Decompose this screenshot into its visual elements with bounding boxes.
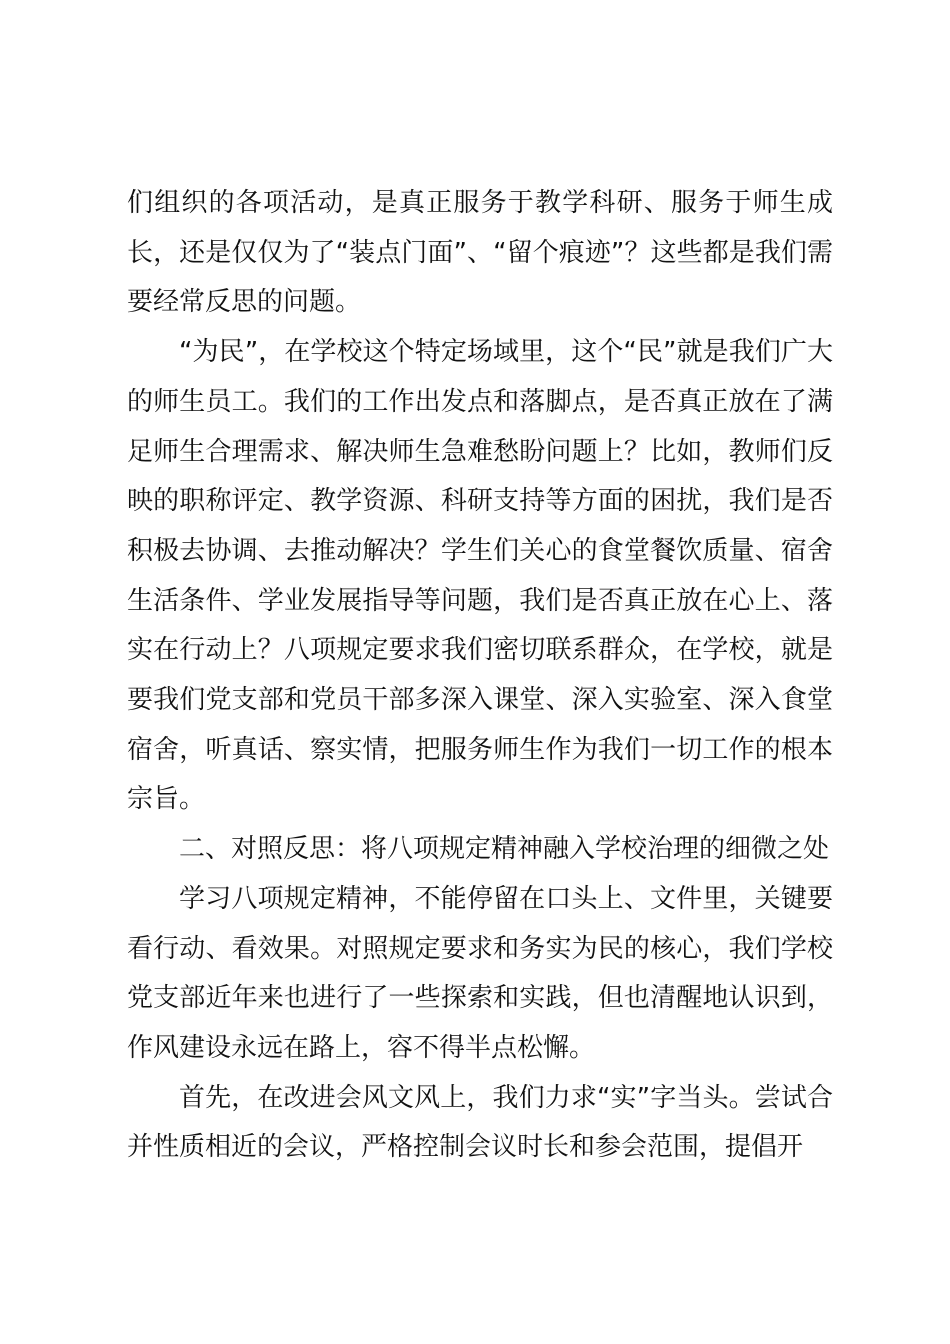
- section-heading: 二、对照反思：将八项规定精神融入学校治理的细微之处: [179, 834, 830, 865]
- paragraph-study-spirit: 学习八项规定精神，不能停留在口头上、文件里，关键要看行动、看效果。对照规定要求和务实为民的核心，我们学校党支部近年来也进行了一些探索和实践，但也清醒地认识到，作风建设永远在路上，容不得半点松懈。: [127, 883, 833, 1063]
- document-body: [127, 179, 833, 1173]
- paragraph-serving-people: “为民”，在学校这个特定场域里，这个“民”就是我们广大的师生员工。我们的工作出发点和落脚点，是否真正放在了满足师生合理需求、解决师生急难愁盼问题上？比如，教师们反映的职称评定、教学资源、科研支持等方面的困扰，我们是否积极去协调、去推动解决？学生们关心的食堂餐饮质量、宿舍生活条件、学业发展指导等问题，我们是否真正放在心上、落实在行动上？八项规定要求我们密切联系群众，在学校，就是要我们党支部和党员干部多深入课堂、深入实验室、深入食堂宿舍，听真话、察实情，把服务师生作为我们一切工作的根本宗旨。: [127, 337, 833, 815]
- paragraph-continuation: 们组织的各项活动，是真正服务于教学科研、服务于师生成长，还是仅仅为了“装点门面”、“留个痕迹”？这些都是我们需要经常反思的问题。: [127, 188, 833, 318]
- paragraph-meeting-style: 首先，在改进会风文风上，我们力求“实”字当头。尝试合并性质相近的会议，严格控制会议时长和参会范围，提倡开: [127, 1082, 833, 1163]
